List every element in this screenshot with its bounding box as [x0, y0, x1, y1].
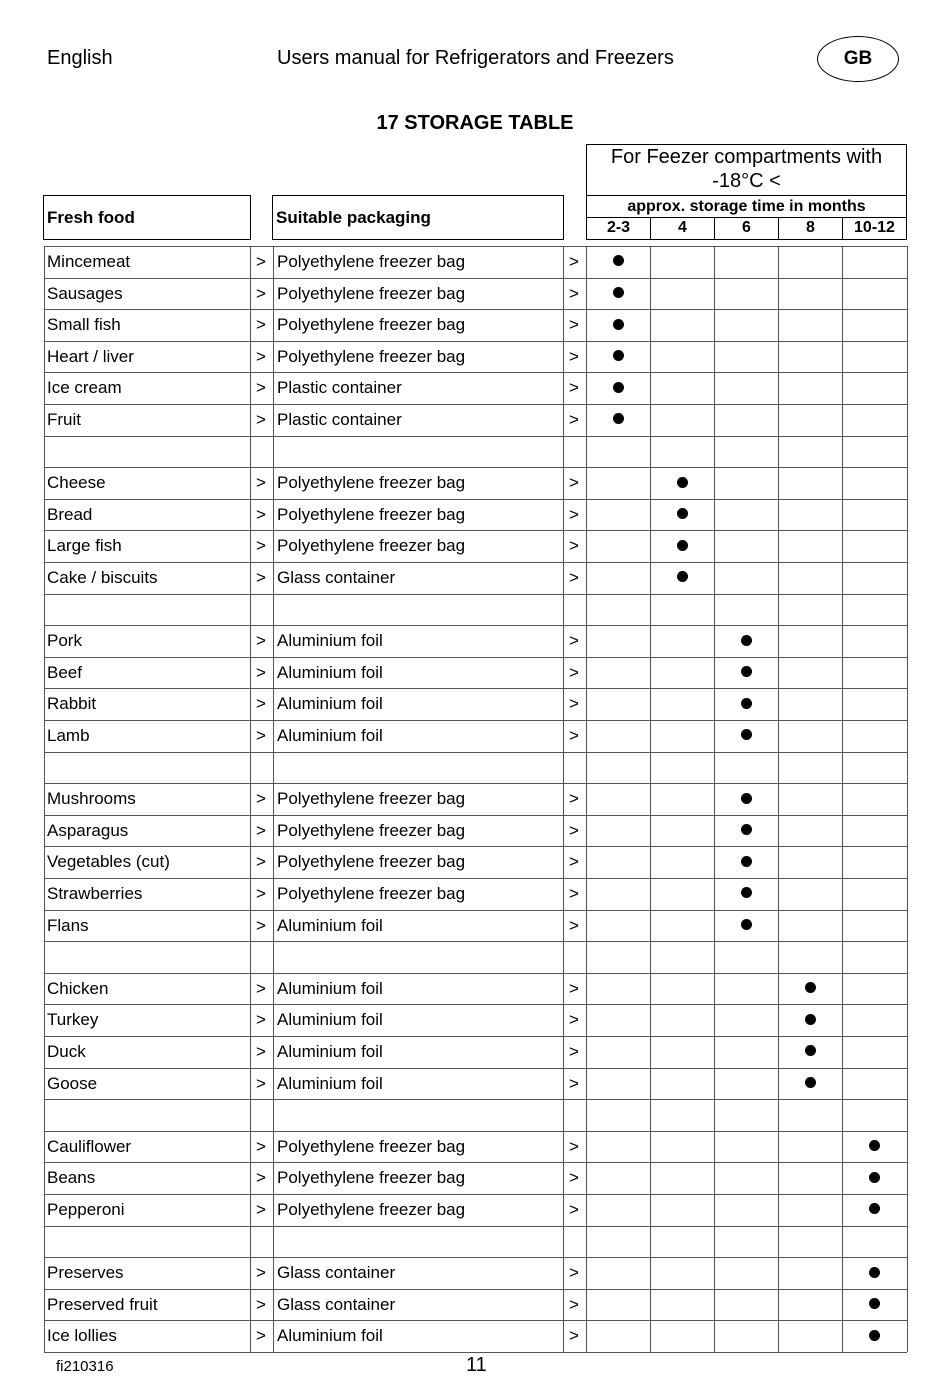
food-name: Cauliflower — [47, 1136, 132, 1156]
food-name: Large fish — [47, 536, 122, 556]
packaging: Aluminium foil — [277, 1073, 383, 1093]
arrow: > — [256, 662, 266, 682]
region-code: GB — [843, 48, 873, 69]
arrow: > — [569, 915, 579, 935]
storage-marker-dot — [613, 319, 624, 330]
arrow: > — [569, 631, 579, 651]
arrow: > — [256, 1168, 266, 1188]
column-divider — [778, 246, 779, 1352]
arrow: > — [256, 410, 266, 429]
food-name: Ice lollies — [47, 1326, 117, 1346]
arrow: > — [569, 473, 579, 493]
column-divider — [907, 246, 908, 1352]
storage-marker-dot — [613, 413, 624, 424]
packaging-header: Suitable packaging — [272, 195, 564, 240]
region-badge — [817, 36, 899, 82]
storage-marker-dot — [613, 255, 624, 266]
storage-marker-dot — [677, 508, 688, 519]
food-name: Pork — [47, 631, 82, 651]
arrow: > — [569, 1136, 579, 1156]
freezer-header: For Feezer compartments with -18°C < — [586, 144, 907, 196]
arrow: > — [256, 504, 266, 524]
storage-marker-dot — [677, 477, 688, 488]
food-name: Fruit — [47, 410, 81, 429]
arrow: > — [569, 252, 579, 271]
food-name: Mincemeat — [47, 252, 131, 271]
storage-marker-dot — [869, 1203, 880, 1214]
packaging: Polyethylene freezer bag — [277, 536, 466, 556]
storage-marker-dot — [741, 919, 752, 930]
arrow: > — [569, 378, 579, 398]
packaging: Polyethylene freezer bag — [277, 315, 466, 335]
storage-marker-dot — [741, 793, 752, 804]
packaging: Polyethylene freezer bag — [277, 346, 466, 366]
page-number: 11 — [466, 1354, 487, 1376]
arrow: > — [569, 283, 579, 303]
arrow: > — [256, 1073, 266, 1093]
packaging: Glass container — [277, 568, 396, 587]
arrow: > — [256, 473, 266, 493]
storage-marker-dot — [805, 1077, 816, 1088]
storage-marker-dot — [741, 856, 752, 867]
arrow: > — [569, 1263, 579, 1283]
storage-marker-dot — [741, 666, 752, 677]
document-code: fi210316 — [56, 1358, 114, 1375]
arrow: > — [569, 789, 579, 809]
storage-marker-dot — [869, 1330, 880, 1341]
packaging: Aluminium foil — [277, 978, 383, 998]
arrow: > — [569, 1200, 579, 1219]
food-name: Ice cream — [47, 378, 122, 398]
storage-marker-dot — [869, 1298, 880, 1309]
food-name: Preserves — [47, 1263, 124, 1283]
storage-marker-dot — [805, 1014, 816, 1025]
arrow: > — [256, 884, 266, 903]
arrow: > — [569, 852, 579, 872]
food-name: Duck — [47, 1042, 86, 1061]
arrow: > — [256, 726, 266, 745]
arrow: > — [256, 1294, 266, 1314]
arrow: > — [256, 915, 266, 935]
food-name: Heart / liver — [47, 346, 134, 366]
arrow: > — [569, 1326, 579, 1346]
arrow: > — [256, 283, 266, 303]
arrow: > — [256, 1042, 266, 1061]
storage-marker-dot — [869, 1140, 880, 1151]
row-divider — [44, 1352, 907, 1353]
arrow: > — [256, 536, 266, 556]
packaging: Glass container — [277, 1263, 396, 1283]
food-name: Beef — [47, 662, 82, 682]
section-title: 17 STORAGE TABLE — [376, 112, 574, 134]
packaging: Polyethylene freezer bag — [277, 504, 466, 524]
column-divider — [44, 246, 45, 1352]
arrow: > — [256, 631, 266, 651]
arrow: > — [569, 568, 579, 587]
month-col-8: 8 — [778, 217, 843, 240]
arrow: > — [569, 820, 579, 840]
arrow: > — [569, 978, 579, 998]
food-name: Strawberries — [47, 884, 143, 903]
arrow: > — [256, 820, 266, 840]
arrow: > — [256, 252, 266, 271]
arrow: > — [256, 694, 266, 714]
storage-marker-dot — [741, 887, 752, 898]
packaging: Plastic container — [277, 410, 402, 429]
arrow: > — [569, 726, 579, 745]
food-name: Cake / biscuits — [47, 568, 158, 587]
storage-marker-dot — [741, 698, 752, 709]
packaging: Polyethylene freezer bag — [277, 473, 466, 493]
food-name: Cheese — [47, 473, 106, 493]
storage-marker-dot — [869, 1172, 880, 1183]
arrow: > — [569, 536, 579, 556]
arrow: > — [569, 1010, 579, 1030]
month-col-4: 4 — [650, 217, 715, 240]
column-divider — [273, 246, 274, 1352]
food-name: Asparagus — [47, 820, 129, 840]
arrow: > — [256, 1263, 266, 1283]
month-col-2-3: 2-3 — [586, 217, 651, 240]
month-col-6: 6 — [714, 217, 779, 240]
arrow: > — [569, 504, 579, 524]
packaging: Polyethylene freezer bag — [277, 884, 466, 903]
arrow: > — [256, 378, 266, 398]
packaging: Aluminium foil — [277, 1326, 383, 1346]
storage-marker-dot — [613, 287, 624, 298]
column-divider — [563, 246, 564, 1352]
arrow: > — [256, 978, 266, 998]
packaging: Polyethylene freezer bag — [277, 852, 466, 872]
food-name: Beans — [47, 1168, 96, 1188]
manual-title: Users manual for Refrigerators and Freezers — [277, 47, 674, 69]
packaging: Plastic container — [277, 378, 402, 398]
storage-marker-dot — [805, 982, 816, 993]
packaging: Aluminium foil — [277, 631, 383, 651]
arrow: > — [569, 1042, 579, 1061]
packaging: Polyethylene freezer bag — [277, 1168, 466, 1188]
storage-marker-dot — [613, 350, 624, 361]
packaging: Aluminium foil — [277, 694, 383, 714]
packaging: Aluminium foil — [277, 1010, 383, 1030]
packaging: Aluminium foil — [277, 726, 383, 745]
arrow: > — [256, 852, 266, 872]
food-name: Bread — [47, 504, 93, 524]
column-divider — [650, 246, 651, 1352]
storage-marker-dot — [741, 635, 752, 646]
food-name: Flans — [47, 915, 89, 935]
arrow: > — [256, 789, 266, 809]
arrow: > — [256, 346, 266, 366]
arrow: > — [569, 410, 579, 429]
storage-marker-dot — [869, 1267, 880, 1278]
food-name: Small fish — [47, 315, 121, 335]
food-name: Mushrooms — [47, 789, 136, 809]
storage-marker-dot — [677, 540, 688, 551]
packaging: Aluminium foil — [277, 915, 383, 935]
arrow: > — [256, 1326, 266, 1346]
language-label: English — [47, 47, 113, 69]
food-name: Rabbit — [47, 694, 97, 714]
arrow: > — [256, 568, 266, 587]
arrow: > — [569, 694, 579, 714]
storage-time-header: approx. storage time in months — [586, 195, 907, 218]
arrow: > — [256, 1136, 266, 1156]
food-name: Goose — [47, 1073, 98, 1093]
month-col-10-12: 10-12 — [842, 217, 907, 240]
food-name: Turkey — [47, 1010, 99, 1030]
food-name: Chicken — [47, 978, 109, 998]
packaging: Polyethylene freezer bag — [277, 820, 466, 840]
arrow: > — [256, 1010, 266, 1030]
storage-marker-dot — [741, 729, 752, 740]
arrow: > — [569, 884, 579, 903]
arrow: > — [256, 1200, 266, 1219]
packaging: Polyethylene freezer bag — [277, 1200, 466, 1219]
arrow: > — [569, 1073, 579, 1093]
packaging: Aluminium foil — [277, 662, 383, 682]
column-divider — [250, 246, 251, 1352]
storage-marker-dot — [677, 571, 688, 582]
food-name: Sausages — [47, 283, 123, 303]
food-name: Vegetables (cut) — [47, 852, 170, 872]
arrow: > — [569, 1168, 579, 1188]
packaging: Aluminium foil — [277, 1042, 383, 1061]
packaging: Polyethylene freezer bag — [277, 252, 466, 271]
column-divider — [714, 246, 715, 1352]
packaging: Polyethylene freezer bag — [277, 1136, 466, 1156]
fresh-food-header: Fresh food — [43, 195, 251, 240]
column-divider — [842, 246, 843, 1352]
storage-marker-dot — [805, 1045, 816, 1056]
arrow: > — [569, 1294, 579, 1314]
food-name: Pepperoni — [47, 1200, 125, 1219]
food-name: Preserved fruit — [47, 1294, 158, 1314]
food-name: Lamb — [47, 726, 90, 745]
packaging: Polyethylene freezer bag — [277, 283, 466, 303]
arrow: > — [256, 315, 266, 335]
storage-marker-dot — [741, 824, 752, 835]
packaging: Polyethylene freezer bag — [277, 789, 466, 809]
storage-marker-dot — [613, 382, 624, 393]
column-divider — [586, 246, 587, 1352]
packaging: Glass container — [277, 1294, 396, 1314]
arrow: > — [569, 346, 579, 366]
arrow: > — [569, 315, 579, 335]
arrow: > — [569, 662, 579, 682]
